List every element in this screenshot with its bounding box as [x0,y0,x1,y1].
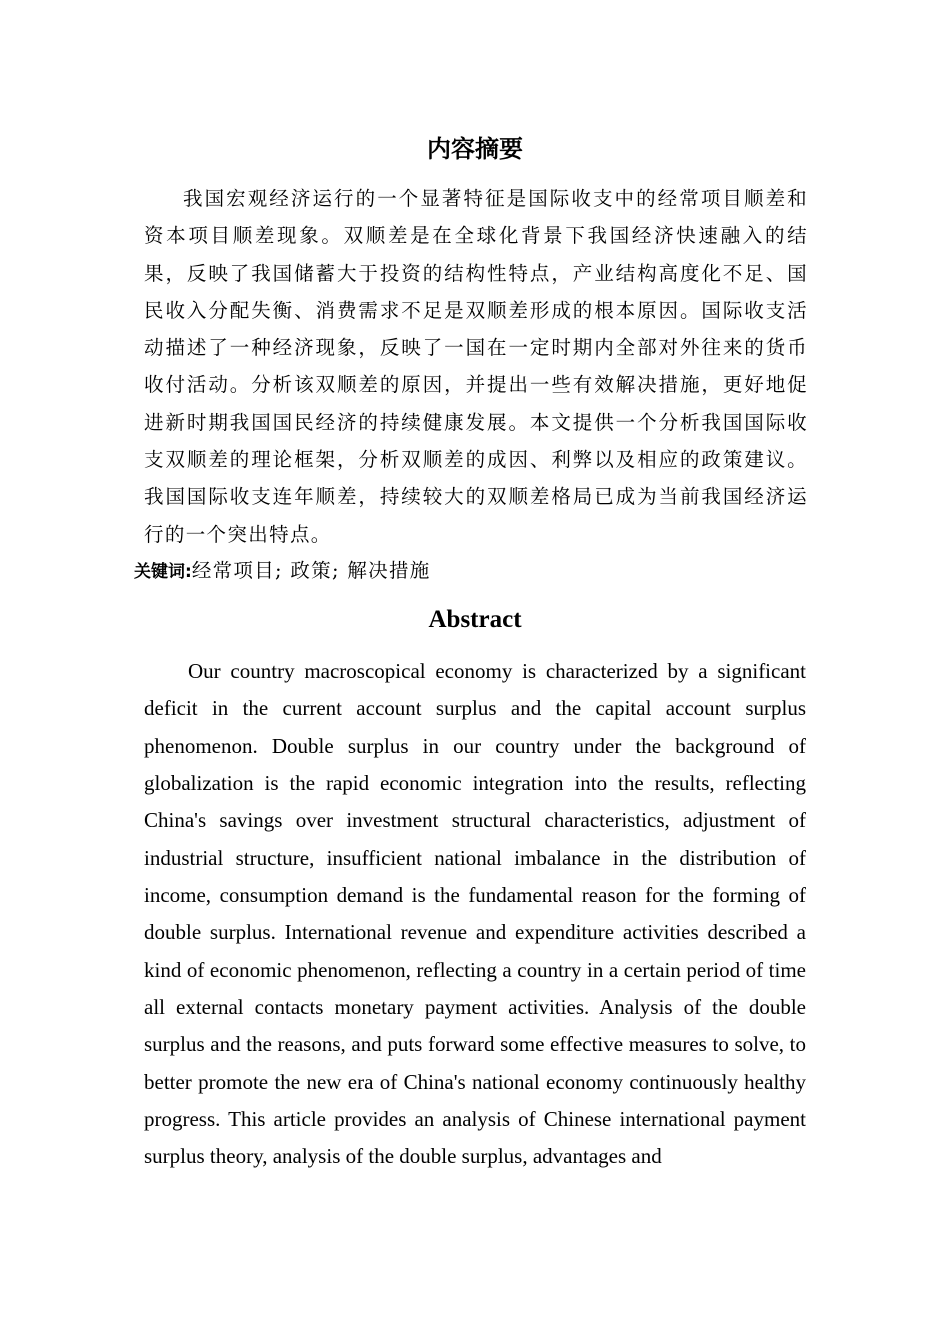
chinese-abstract-body: 我国宏观经济运行的一个显著特征是国际收支中的经常项目顺差和资本项目顺差现象。双顺差是在全球化背景下我国经济快速融入的结果，反映了我国储蓄大于投资的结构性特点，产业结构高度化不足、国民收入分配失衡、消费需求不足是双顺差形成的根本原因。国际收支活动描述了一种经济现象，反映了一国在一定时期内全部对外往来的货币收付活动。分析该双顺差的原因，并提出一些有效解决措施，更好地促进新时期我国国民经济的持续健康发展。本文提供一个分析我国国际收支双顺差的理论框架，分析双顺差的成因、利弊以及相应的政策建议。我国国际收支连年顺差，持续较大的双顺差格局已成为当前我国经济运行的一个突出特点。 [144,187,808,546]
keywords-text: 经常项目; 政策; 解决措施 [191,559,431,582]
keywords-line [134,553,834,590]
english-abstract-title: Abstract [428,606,522,633]
chinese-abstract-title: 内容摘要 [427,135,523,163]
keywords-label: 关键词: [134,562,192,582]
english-abstract-body: Our country macroscopical economy is characterized by a significant deficit in the current account surplus and the capital account surplus phenomenon. Double surplus in our country under the background of globalization is the rapid economic integration into the results, reflecting China's savings over investment structural characteristics, adjustment of industrial structure, insufficient national imbalance in the distribution of income, consumption demand is the fundamental reason for the forming of double surplus. International revenue and expenditure activities described a kind of economic phenomenon, reflecting a country in a certain period of time all external contacts monetary payment activities. Analysis of the double surplus and the reasons, and puts forward some effective measures to solve, to better promote the new era of China's national economy continuously healthy progress. This article provides an analysis of Chinese international payment surplus theory, analysis of the double surplus, advantages and [144,659,806,1169]
